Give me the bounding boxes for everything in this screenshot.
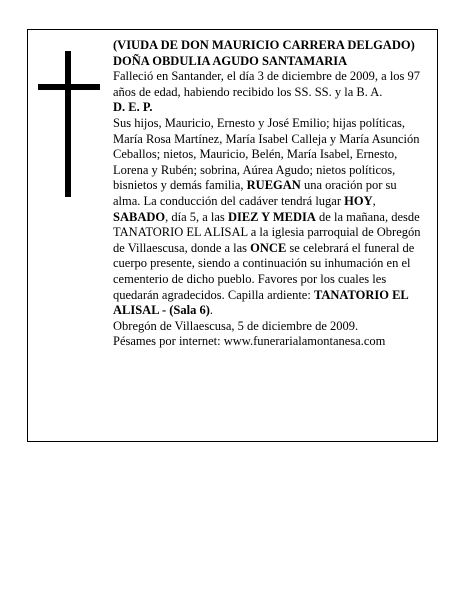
route-text: de la mañana, desde TANATORIO EL ALISAL a la iglesia parroquial de Obregón de Villaescusa, donde a las bbox=[113, 209, 421, 255]
tanatorio-text: TANATORIO EL ALISAL - (Sala 6) bbox=[113, 287, 409, 318]
family-paragraph bbox=[113, 116, 423, 319]
rip-line: D. E. P. bbox=[113, 100, 153, 115]
internet-condolences: Pésames por internet: www.funerarialamontanesa.com bbox=[113, 334, 386, 349]
cross-icon bbox=[38, 51, 100, 201]
ruegan-text: RUEGAN bbox=[246, 178, 301, 193]
hoy-text: HOY bbox=[344, 193, 373, 208]
cross-horizontal-bar bbox=[38, 84, 100, 90]
deceased-name: DOÑA OBDULIA AGUDO SANTAMARIA bbox=[113, 53, 348, 68]
day-text: , día 5, a las bbox=[165, 209, 228, 224]
family-text: Sus hijos, Mauricio, Ernesto y José Emilio; hijas políticas, María Rosa Martínez, María Isabel Calleja y María Asunción Ceballos; nietos, Mauricio, Belén, María Isabel, Ernesto, Lorena y Rubén; sobrina, Aúrea Agudo; nietos políticos, bisnietos y demás familia, bbox=[113, 115, 420, 193]
death-statement: Falleció en Santander, el día 3 de diciembre de 2009, a los 97 años de edad, habiendo recibido los SS. SS. y la B. A. bbox=[113, 69, 421, 99]
time-text: DIEZ Y MEDIA bbox=[227, 209, 316, 224]
funeral-text: se celebrará el funeral de cuerpo presente, siendo a continuación su inhumación en el cementerio de dicho pueblo. Favores por los cuales les quedarán agradecidos. Capilla ardiente: bbox=[113, 240, 415, 302]
widow-line: (VIUDA DE DON MAURICIO CARRERA DELGADO) bbox=[113, 38, 415, 52]
comma-text: , bbox=[372, 193, 376, 208]
conduction-text: una oración por su alma. La conducción del cadáver tendrá lugar bbox=[113, 178, 397, 208]
obituary-text bbox=[113, 38, 423, 350]
cross-vertical-bar bbox=[65, 51, 71, 197]
period-text: . bbox=[209, 303, 214, 318]
place-date: Obregón de Villaescusa, 5 de diciembre de 2009. bbox=[113, 318, 359, 333]
once-text: ONCE bbox=[250, 240, 287, 255]
sabado-text: SABADO bbox=[113, 209, 166, 224]
